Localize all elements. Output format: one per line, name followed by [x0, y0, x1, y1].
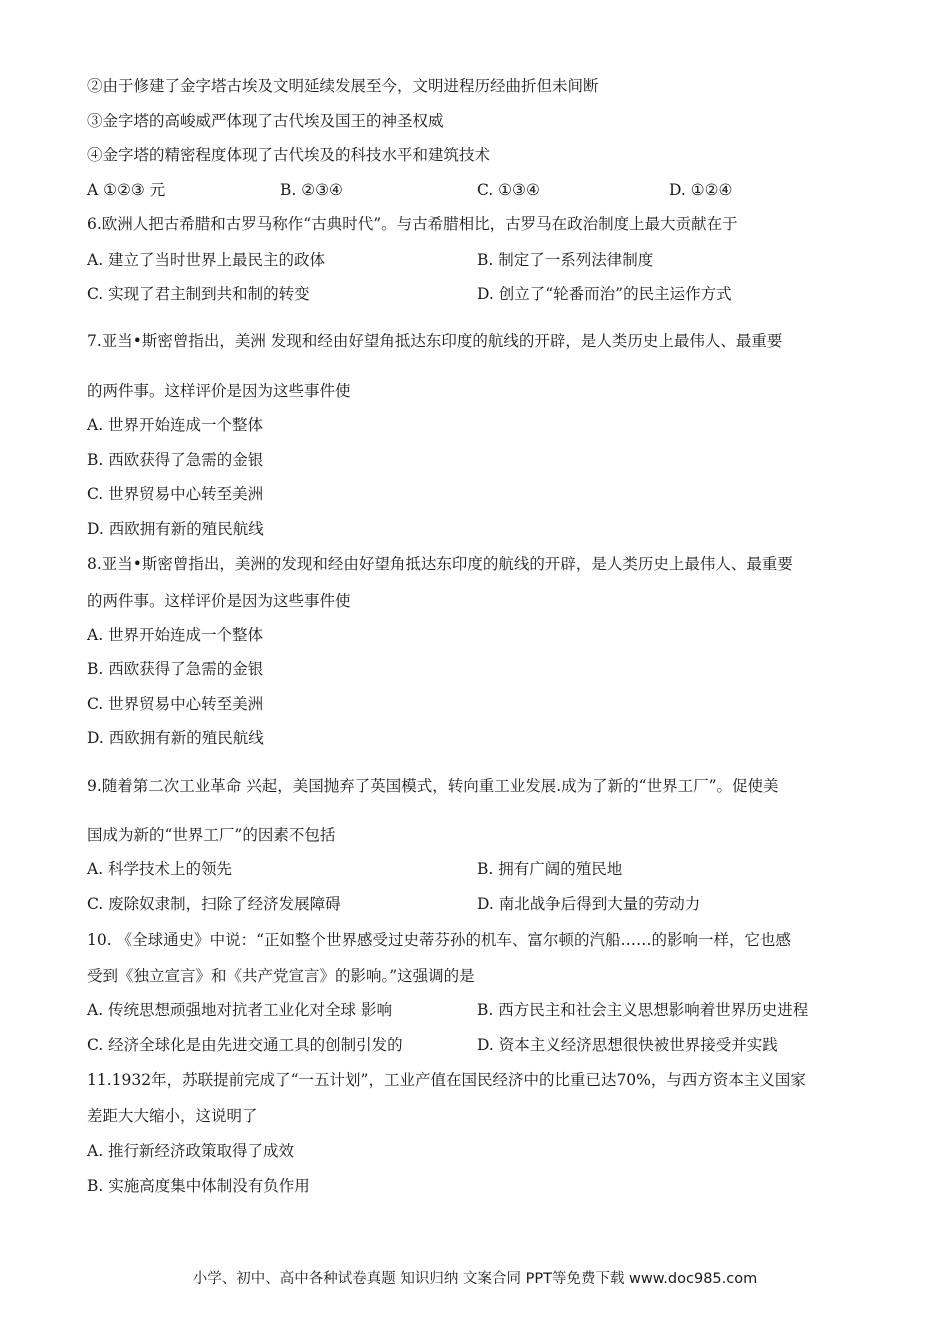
page-footer: 小学、初中、高中各种试卷真题 知识归纳 文案合同 PPT等免费下载 www.doc985.com: [192, 1271, 758, 1287]
q6-option-b: B. 制定了一系列法律制度: [477, 251, 654, 269]
q6-option-a: A. 建立了当时世界上最民主的政体: [87, 251, 326, 269]
q8-option-d: D. 西欧拥有新的殖民航线: [87, 729, 264, 747]
q10-option-a: A. 传统思想顽强地对抗者工业化对全球 影响: [87, 1001, 392, 1019]
q10-stem-line1: 10. 《全球通史》中说：“正如整个世界感受过史蒂芬孙的机车、富尔顿的汽船……的影响一样，它也感: [87, 931, 792, 949]
q8-stem-line2: 的两件事。这样评价是因为这些事件使: [87, 592, 351, 610]
q6-option-c: C. 实现了君主制到共和制的转变: [87, 285, 310, 303]
q5-option-d: D. ①②④: [669, 181, 733, 199]
q7-option-a: A. 世界开始连成一个整体: [87, 416, 264, 434]
q9-option-b: B. 拥有广阔的殖民地: [477, 860, 623, 878]
q7-stem-line2: 的两件事。这样评价是因为这些事件使: [87, 382, 351, 400]
q5-options: [87, 180, 907, 200]
q8-option-c: C. 世界贸易中心转至美洲: [87, 695, 264, 713]
q11-stem-line1: 11.1932年，苏联提前完成了“一五计划”，工业产值在国民经济中的比重已达70%，与西方资本主义国家: [87, 1071, 806, 1089]
q9-stem-line1: 9.随着第二次工业革命 兴起，美国抛弃了英国模式，转向重工业发展.成为了新的“世界工厂”。促使美: [87, 777, 779, 795]
q7-stem-line1: 7.亚当•斯密曾指出，美洲 发现和经由好望角抵达东印度的航线的开辟，是人类历史上最伟人、最重要: [87, 332, 783, 350]
q9-option-c: C. 废除奴隶制，扫除了经济发展障碍: [87, 895, 341, 913]
q10-option-c: C. 经济全球化是由先进交通工具的创制引发的: [87, 1036, 403, 1054]
q11-option-b: B. 实施高度集中体制没有负作用: [87, 1177, 310, 1195]
q9-stem-line2: 国成为新的“世界工厂”的因素不包括: [87, 826, 336, 844]
q6-stem: 6.欧洲人把古希腊和古罗马称作“古典时代”。与古希腊相比，古罗马在政治制度上最大贡献在于: [87, 215, 738, 233]
q5-option-c: C. ①③④: [477, 181, 540, 199]
q7-option-d: D. 西欧拥有新的殖民航线: [87, 520, 264, 538]
q8-stem-line1: 8.亚当•斯密曾指出，美洲的发现和经由好望角抵达东印度的航线的开辟，是人类历史上最伟人、最重要: [87, 555, 793, 573]
q7-option-b: B. 西欧获得了急需的金银: [87, 451, 264, 469]
q8-option-b: B. 西欧获得了急需的金银: [87, 660, 264, 678]
q9-option-d: D. 南北战争后得到大量的劳动力: [477, 895, 701, 913]
q5-option-a: A ①②③ 元: [87, 181, 166, 199]
q10-stem-line2: 受到《独立宣言》和《共产党宣言》的影响。”这强调的是: [87, 967, 475, 985]
q6-option-d: D. 创立了“轮番而治”的民主运作方式: [477, 285, 732, 303]
q10-option-b: B. 西方民主和社会主义思想影响着世界历史进程: [477, 1001, 809, 1019]
q5-statement-4: ④金字塔的精密程度体现了古代埃及的科技水平和建筑技术: [87, 146, 491, 164]
q9-option-a: A. 科学技术上的领先: [87, 860, 233, 878]
q8-option-a: A. 世界开始连成一个整体: [87, 626, 264, 644]
q5-option-b: B. ②③④: [280, 181, 343, 199]
q10-option-d: D. 资本主义经济思想很快被世界接受并实践: [477, 1036, 778, 1054]
q11-stem-line2: 差距大大缩小，这说明了: [87, 1107, 258, 1125]
q5-statement-2: ②由于修建了金字塔古埃及文明延续发展至今，文明进程历经曲折但未间断: [87, 77, 599, 95]
q5-statement-3: ③金字塔的高峻威严体现了古代埃及国王的神圣权威: [87, 112, 444, 130]
q11-option-a: A. 推行新经济政策取得了成效: [87, 1142, 295, 1160]
q7-option-c: C. 世界贸易中心转至美洲: [87, 485, 264, 503]
